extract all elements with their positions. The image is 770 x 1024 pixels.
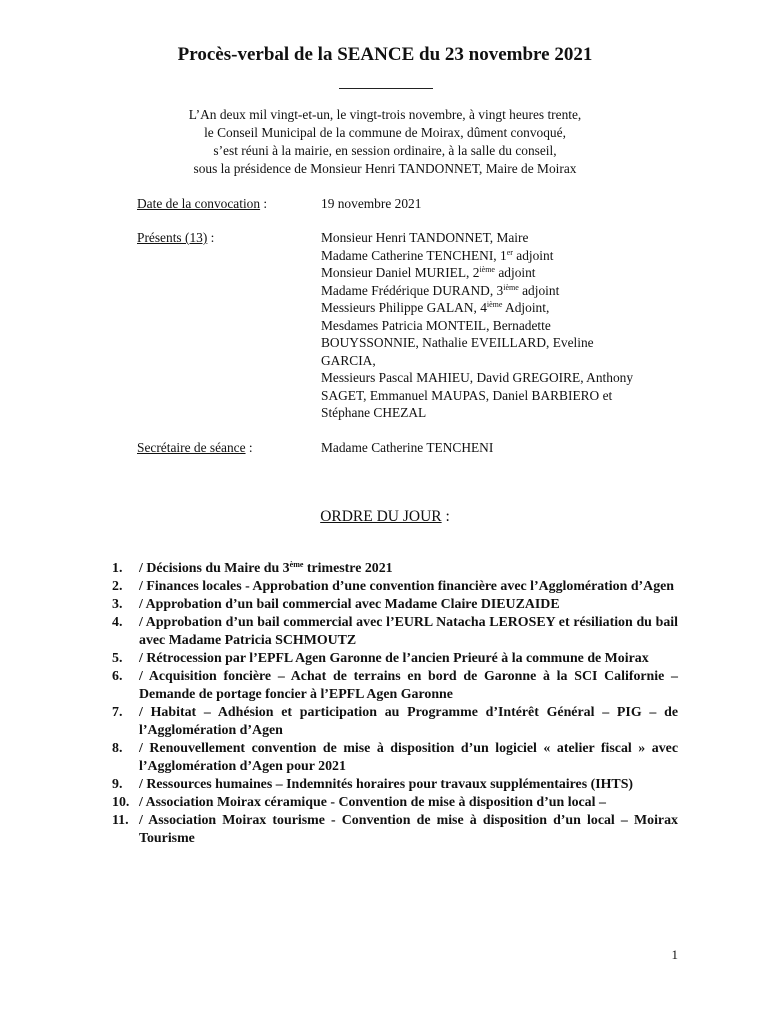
preamble-line: sous la présidence de Monsieur Henri TANDONNET, Maire de Moirax — [193, 161, 577, 176]
present-member-line: Madame Catherine TENCHENI, 1er adjoint — [321, 247, 554, 263]
convocation-date: 19 novembre 2021 — [321, 196, 422, 211]
present-member-line: Messieurs Philippe GALAN, 4ième Adjoint, — [321, 300, 550, 315]
agenda-item-number: 11. — [112, 813, 129, 828]
agenda-item-text: / Renouvellement convention de mise à disposition d’un logiciel « atelier fiscal » avec l’Agglomération d’Agen pour 2021 — [139, 741, 678, 774]
present-member-line: Madame Frédérique DURAND, 3ième adjoint — [321, 282, 560, 298]
present-member-line: Stéphane CHEZAL — [321, 405, 427, 420]
agenda-item — [112, 560, 678, 578]
agenda-item-text: / Décisions du Maire du 3ème trimestre 2021 — [139, 560, 393, 576]
agenda-item-number: 2. — [112, 579, 123, 594]
document-title: Procès-verbal de la SEANCE du 23 novembre 2021 — [177, 44, 593, 65]
agenda-item-text: / Acquisition foncière – Achat de terrains en bord de Garonne à la SCI Californie – Demande de portage foncier à l’EPFL Agen Garonne — [139, 669, 678, 702]
agenda-item-text: / Approbation d’un bail commercial avec l’EURL Natacha LEROSEY et résiliation du bail avec Madame Patricia SCHMOUTZ — [139, 615, 678, 648]
presents-list — [321, 229, 681, 422]
title-underline-divider — [339, 88, 433, 89]
agenda-item-number: 9. — [112, 777, 123, 792]
agenda-item-text: / Habitat – Adhésion et participation au Programme d’Intérêt Général – PIG – de l’Agglomération d’Agen — [139, 705, 678, 738]
agenda-item — [112, 776, 678, 794]
preamble — [0, 106, 770, 178]
agenda-item-number: 7. — [112, 705, 123, 720]
present-member-line: Monsieur Daniel MURIEL, 2ième adjoint — [321, 265, 536, 280]
agenda-item-number: 8. — [112, 741, 123, 756]
preamble-line: le Conseil Municipal de la commune de Moirax, dûment convoqué, — [204, 125, 566, 140]
agenda-item — [112, 650, 678, 668]
present-member-line: Messieurs Pascal MAHIEU, David GREGOIRE, Anthony — [321, 370, 634, 385]
agenda-item — [112, 740, 678, 776]
secretaire-name: Madame Catherine TENCHENI — [321, 440, 494, 455]
agenda-item-text: / Association Moirax céramique - Convention de mise à disposition d’un local – — [139, 795, 606, 810]
preamble-line: s’est réuni à la mairie, en session ordinaire, à la salle du conseil, — [213, 143, 557, 158]
agenda-item — [112, 668, 678, 704]
agenda-item-number: 4. — [112, 615, 123, 630]
present-member-line: Mesdames Patricia MONTEIL, Bernadette — [321, 317, 551, 333]
agenda-item-number: 5. — [112, 651, 123, 666]
agenda-item — [112, 614, 678, 650]
present-member-line: BOUYSSONNIE, Nathalie EVEILLARD, Eveline — [321, 335, 594, 350]
agenda-item-text: / Finances locales - Approbation d’une convention financière avec l’Agglomération d’Agen — [139, 579, 675, 594]
agenda-item — [112, 794, 678, 812]
agenda-item — [112, 704, 678, 740]
agenda-item-number: 3. — [112, 597, 123, 612]
agenda-item-text: / Rétrocession par l’EPFL Agen Garonne de l’ancien Prieuré à la commune de Moirax — [139, 651, 649, 666]
present-member-line: Monsieur Henri TANDONNET, Maire — [321, 230, 529, 245]
agenda-item — [112, 812, 678, 848]
agenda-item-number: 1. — [112, 561, 123, 576]
agenda-item-text: / Ressources humaines – Indemnités horaires pour travaux supplémentaires (IHTS) — [139, 777, 634, 792]
agenda-list — [112, 560, 678, 848]
agenda-item-text: / Association Moirax tourisme - Convention de mise à disposition d’un local – Moirax Tourisme — [139, 813, 678, 846]
present-member-line: GARCIA, — [321, 352, 376, 368]
preamble-line: L’An deux mil vingt-et-un, le vingt-trois novembre, à vingt heures trente, — [188, 107, 582, 122]
order-of-day-heading: ORDRE DU JOUR : — [320, 508, 450, 525]
secretaire-label: Secrétaire de séance : — [137, 440, 253, 455]
agenda-item-number: 6. — [112, 669, 123, 684]
presents-label: Présents (13) : — [137, 230, 215, 245]
convocation-label: Date de la convocation : — [137, 196, 268, 211]
present-member-line: SAGET, Emmanuel MAUPAS, Daniel BARBIERO et — [321, 387, 613, 403]
agenda-item-number: 10. — [112, 795, 130, 810]
agenda-item-text: / Approbation d’un bail commercial avec Madame Claire DIEUZAIDE — [139, 597, 560, 612]
page-number: 1 — [671, 947, 678, 962]
agenda-item — [112, 578, 678, 596]
agenda-item — [112, 596, 678, 614]
